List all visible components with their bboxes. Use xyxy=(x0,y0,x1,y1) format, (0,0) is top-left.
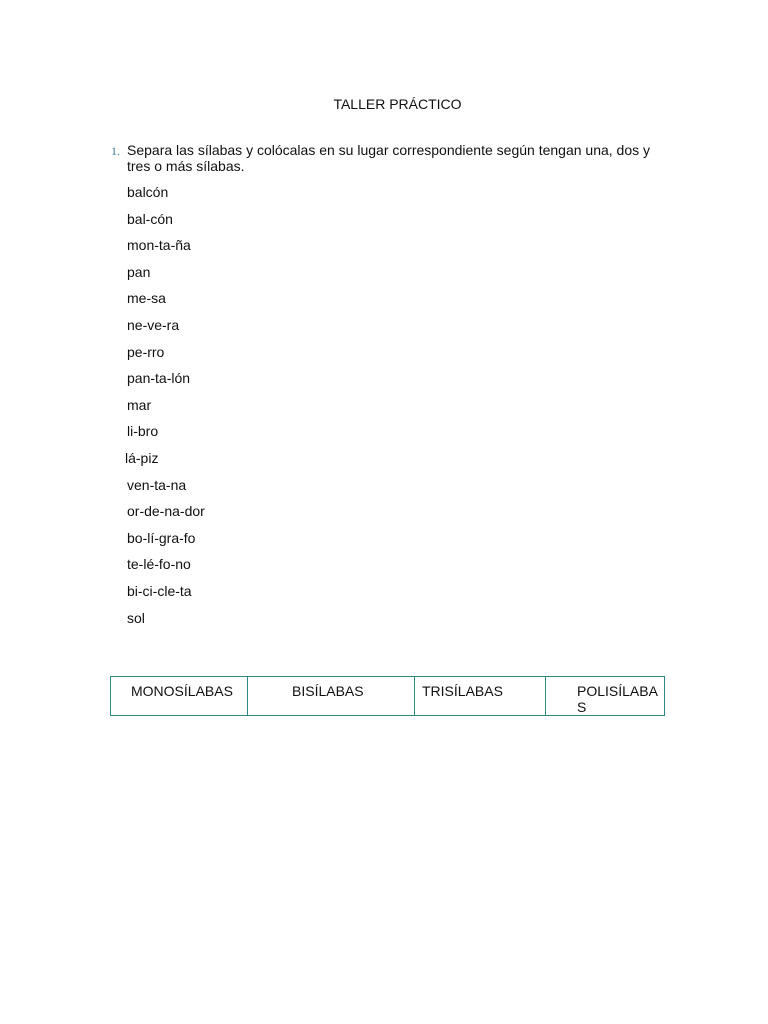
header-cell-monosilabas xyxy=(111,677,248,716)
header-label: BISÍLABAS xyxy=(292,683,364,699)
header-cell-polisilabas xyxy=(546,677,665,716)
header-label: TRISÍLABAS xyxy=(422,683,503,699)
list-item: balcón xyxy=(127,184,169,200)
list-item: ne-ve-ra xyxy=(127,316,180,333)
header-label: MONOSÍLABAS xyxy=(131,683,233,699)
list-item: bal-cón xyxy=(127,210,173,227)
header-cell-trisilabas xyxy=(415,677,546,716)
list-item: mon-ta-ña xyxy=(127,237,191,254)
list-item: sol xyxy=(127,609,145,626)
list-item: ven-ta-na xyxy=(127,476,187,493)
header-cell-bisilabas xyxy=(248,677,415,716)
page-title: TALLER PRÁCTICO xyxy=(333,96,462,112)
list-item: bi-ci-cle-ta xyxy=(127,582,192,599)
list-item: pan-ta-lón xyxy=(127,370,191,387)
list-item: li-bro xyxy=(127,423,159,440)
word-list xyxy=(127,183,205,635)
list-item: or-de-na-dor xyxy=(127,503,205,520)
list-item: bo-lí-gra-fo xyxy=(127,529,196,546)
table-header-row xyxy=(111,677,665,716)
list-item: me-sa xyxy=(127,290,166,307)
list-item: te-lé-fo-no xyxy=(127,556,191,573)
header-label: POLISÍLABAS xyxy=(577,683,658,715)
list-item: mar xyxy=(127,396,152,413)
list-item: lá-piz xyxy=(125,449,159,466)
question-number: 1. xyxy=(111,144,120,158)
syllable-table xyxy=(110,676,665,716)
question-text: Separa las sílabas y colócalas en su lugar correspondiente según tengan una, dos y tres o más sílabas. xyxy=(127,142,651,174)
list-item: pan xyxy=(127,263,151,280)
list-item: pe-rro xyxy=(127,343,165,360)
